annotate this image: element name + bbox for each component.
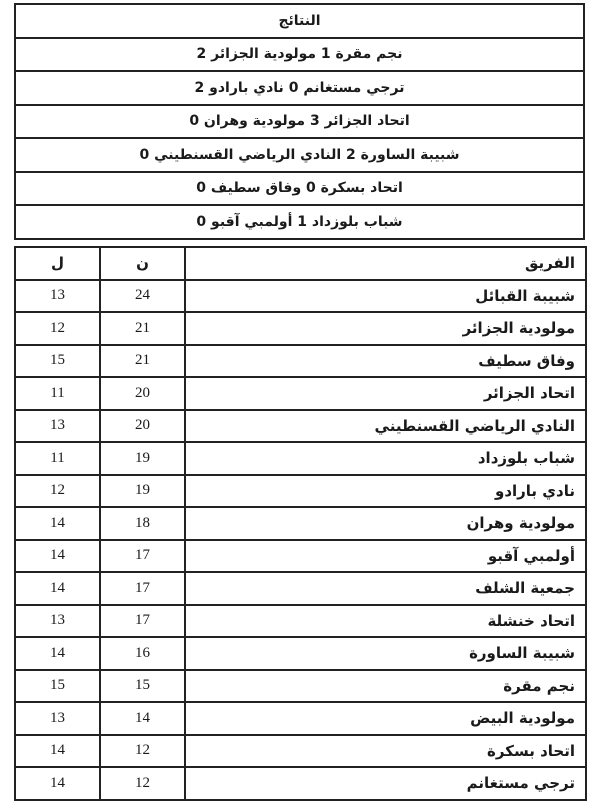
team-points: 17	[100, 572, 185, 605]
team-points: 17	[100, 540, 185, 573]
team-played: 14	[15, 637, 100, 670]
team-name: وفاق سطيف	[185, 345, 586, 378]
team-points: 12	[100, 767, 185, 800]
team-points: 19	[100, 442, 185, 475]
team-points: 24	[100, 280, 185, 313]
team-played: 14	[15, 572, 100, 605]
results-title-row	[15, 4, 584, 38]
team-played: 13	[15, 280, 100, 313]
team-name: اتحاد بسكرة	[185, 735, 586, 768]
header-team: الفريق	[185, 247, 586, 280]
team-points: 12	[100, 735, 185, 768]
match-row	[15, 105, 584, 139]
team-points: 20	[100, 377, 185, 410]
team-points: 19	[100, 475, 185, 508]
team-points: 14	[100, 702, 185, 735]
team-played: 14	[15, 507, 100, 540]
team-played: 14	[15, 540, 100, 573]
team-name: نادي بارادو	[185, 475, 586, 508]
team-points: 20	[100, 410, 185, 443]
team-name: اتحاد الجزائر	[185, 377, 586, 410]
table-row	[15, 702, 586, 735]
match-row	[15, 138, 584, 172]
results-title: النتائج	[15, 4, 584, 38]
team-played: 14	[15, 735, 100, 768]
table-row	[15, 475, 586, 508]
team-name: نجم مقرة	[185, 670, 586, 703]
table-row	[15, 767, 586, 800]
team-name: شبيبة الساورة	[185, 637, 586, 670]
table-row	[15, 377, 586, 410]
team-points: 18	[100, 507, 185, 540]
team-name: جمعية الشلف	[185, 572, 586, 605]
match-result: اتحاد الجزائر 3 مولودية وهران 0	[15, 105, 584, 139]
team-points: 21	[100, 312, 185, 345]
team-played: 12	[15, 475, 100, 508]
match-row	[15, 38, 584, 72]
team-name: مولودية الجزائر	[185, 312, 586, 345]
match-row	[15, 172, 584, 206]
match-result: شبيبة الساورة 2 النادي الرياضي القسنطيني 0	[15, 138, 584, 172]
team-played: 15	[15, 345, 100, 378]
results-box	[14, 3, 585, 240]
match-row	[15, 205, 584, 239]
table-row	[15, 507, 586, 540]
standings-table	[14, 246, 587, 801]
table-row	[15, 410, 586, 443]
team-played: 12	[15, 312, 100, 345]
table-row	[15, 735, 586, 768]
team-played: 13	[15, 410, 100, 443]
table-row	[15, 670, 586, 703]
match-result: ترجي مستغانم 0 نادي بارادو 2	[15, 71, 584, 105]
table-row	[15, 280, 586, 313]
match-row	[15, 71, 584, 105]
team-points: 16	[100, 637, 185, 670]
table-row	[15, 637, 586, 670]
team-name: شبيبة القبائل	[185, 280, 586, 313]
match-result: شباب بلوزداد 1 أولمبي آقبو 0	[15, 205, 584, 239]
team-name: اتحاد خنشلة	[185, 605, 586, 638]
match-result: اتحاد بسكرة 0 وفاق سطيف 0	[15, 172, 584, 206]
table-row	[15, 540, 586, 573]
team-played: 11	[15, 377, 100, 410]
team-played: 15	[15, 670, 100, 703]
table-row	[15, 312, 586, 345]
team-points: 17	[100, 605, 185, 638]
match-result: نجم مقرة 1 مولودية الجزائر 2	[15, 38, 584, 72]
table-row	[15, 442, 586, 475]
table-row	[15, 572, 586, 605]
team-played: 13	[15, 605, 100, 638]
team-played: 11	[15, 442, 100, 475]
team-points: 21	[100, 345, 185, 378]
team-name: مولودية وهران	[185, 507, 586, 540]
team-name: النادي الرياضي القسنطيني	[185, 410, 586, 443]
header-played: ل	[15, 247, 100, 280]
team-points: 15	[100, 670, 185, 703]
team-played: 14	[15, 767, 100, 800]
standings-header-row	[15, 247, 586, 280]
header-points: ن	[100, 247, 185, 280]
team-name: شباب بلوزداد	[185, 442, 586, 475]
team-name: مولودية البيض	[185, 702, 586, 735]
team-name: أولمبي آقبو	[185, 540, 586, 573]
team-name: ترجي مستغانم	[185, 767, 586, 800]
team-played: 13	[15, 702, 100, 735]
table-row	[15, 605, 586, 638]
table-row	[15, 345, 586, 378]
